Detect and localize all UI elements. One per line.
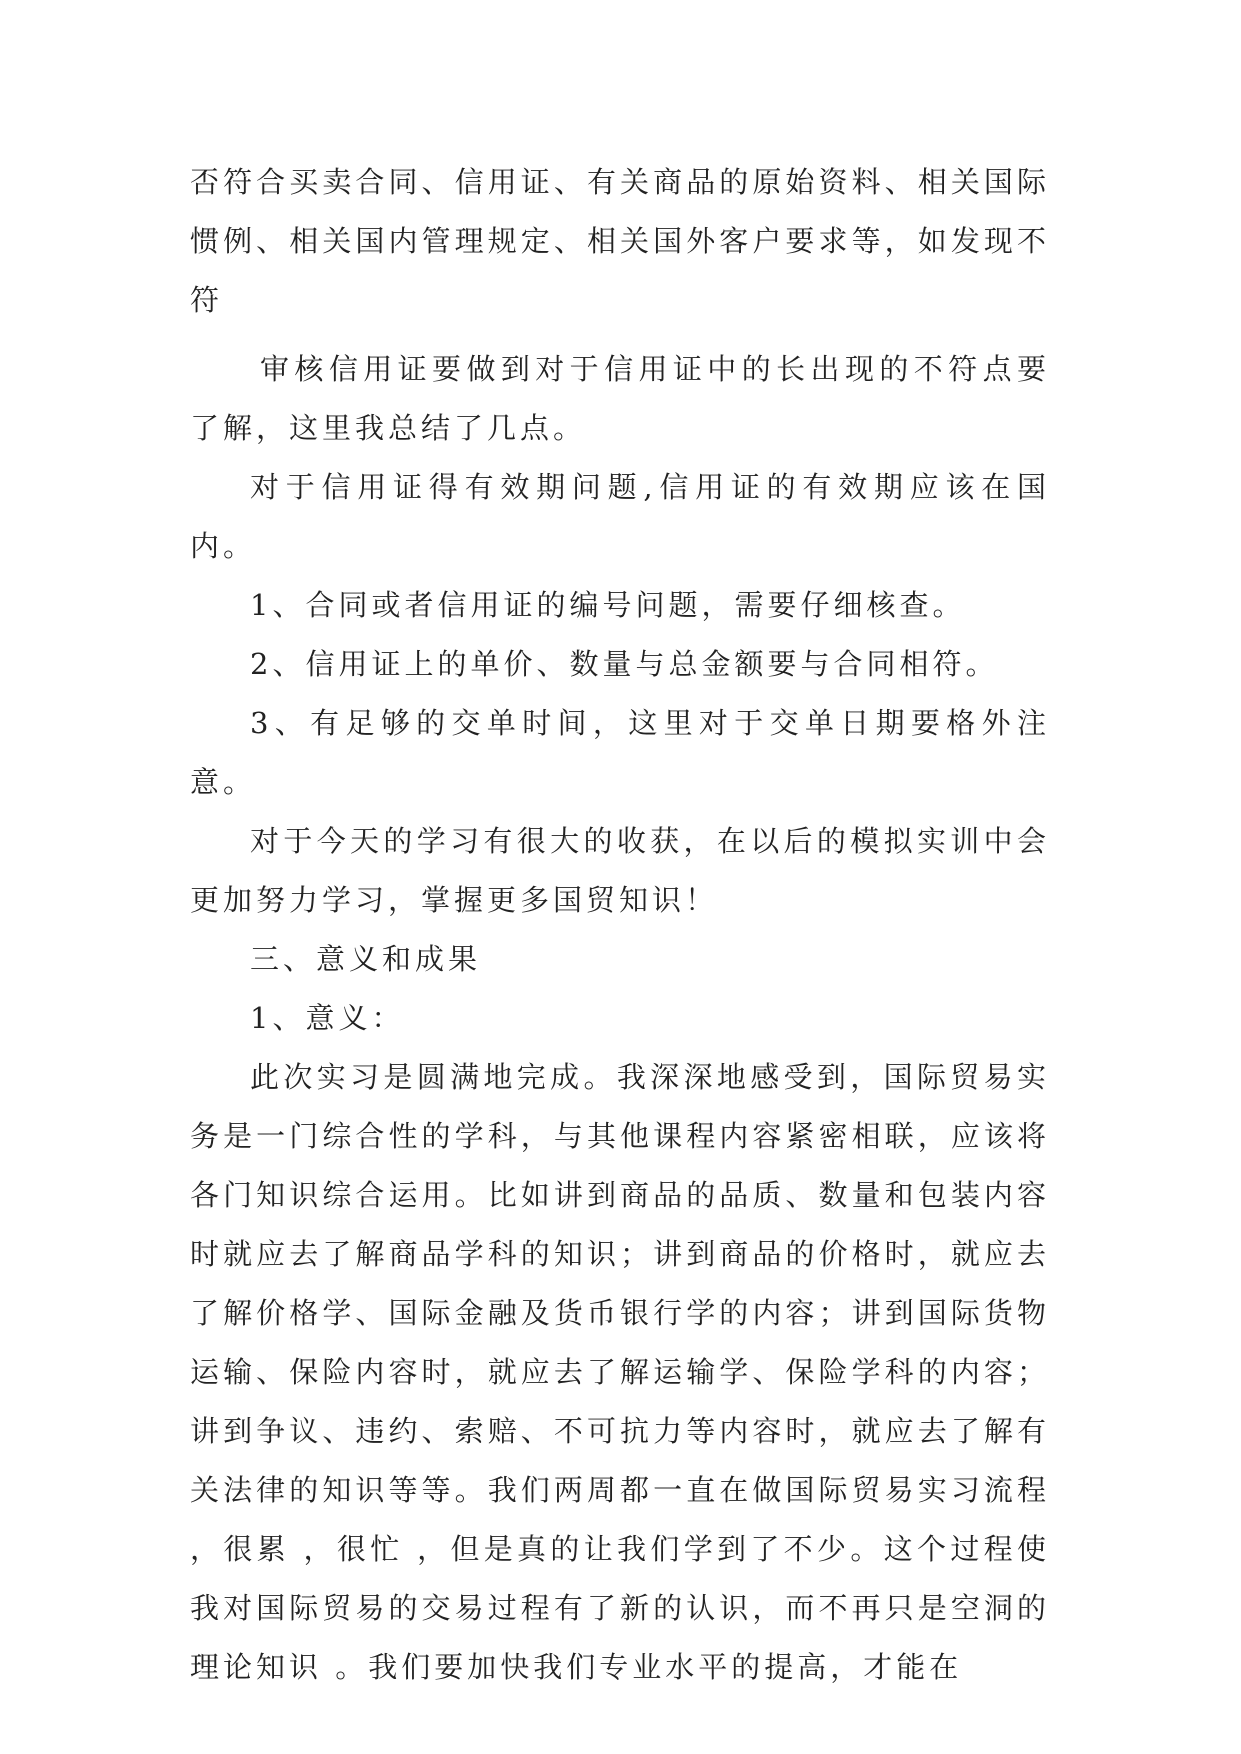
paragraph-4: 1、合同或者信用证的编号问题，需要仔细核查。 (250, 588, 966, 622)
document-body (190, 153, 1050, 1697)
paragraph-body: 此次实习是圆满地完成。我深深地感受到，国际贸易实务是一门综合性的学科，与其他课程内容紧密相联，应该将各门知识综合运用。比如讲到商品的品质、数量和包装内容时就应去了解商品学科的知识；讲到商品的价格时，就应去了解价格学、国际金融及货币银行学的内容；讲到国际货物运输、保险内容时，就应去了解运输学、保险学科的内容；讲到争议、违约、索赔、不可抗力等内容时，就应去了解有关法律的知识等等。我们两周都一直在做国际贸易实习流程 ，很累 ，很忙 ，但是真的让我们学到了不少。这个过程使我对国际贸易的交易过程有了新的认识，而不再只是空洞的理论知识 。我们要加快我们专业水平的提高，才能在 (190, 1060, 1050, 1684)
paragraph-3: 对于信用证得有效期问题,信用证的有效期应该在国内。 (190, 470, 1050, 563)
paragraph-5: 2、信用证上的单价、数量与总金额要与合同相符。 (250, 647, 999, 681)
subheading: 1、意义： (250, 1001, 405, 1035)
paragraph-1: 否符合买卖合同、信用证、有关商品的原始资料、相关国际惯例、相关国内管理规定、相关国外客户要求等，如发现不符 (190, 165, 1050, 317)
section-heading: 三、意义和成果 (250, 942, 482, 976)
paragraph-7: 对于今天的学习有很大的收获，在以后的模拟实训中会更加努力学习，掌握更多国贸知识！ (190, 824, 1050, 917)
paragraph-2: 审核信用证要做到对于信用证中的长出现的不符点要了解，这里我总结了几点。 (190, 352, 1050, 445)
paragraph-6: 3、有足够的交单时间，这里对于交单日期要格外注意。 (190, 706, 1050, 799)
